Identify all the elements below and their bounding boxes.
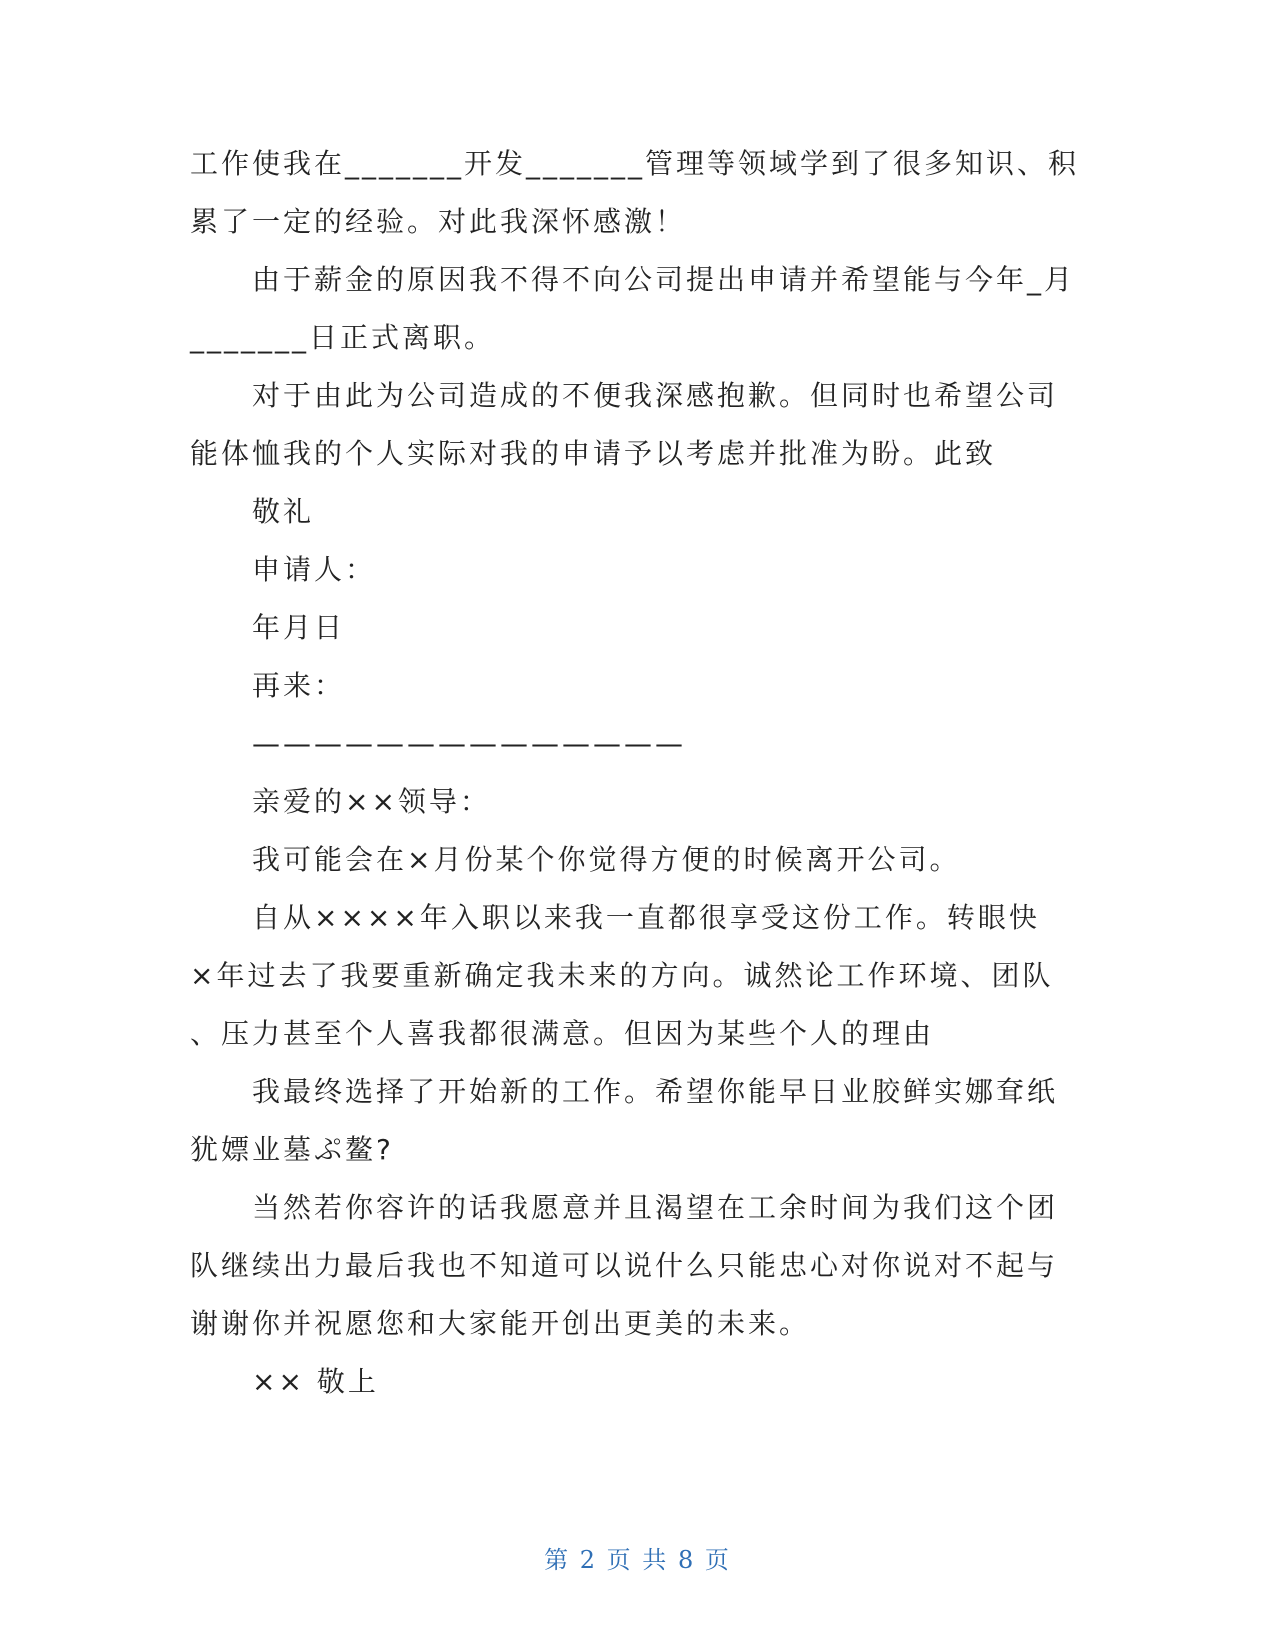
closing-salutation: 敬礼 bbox=[252, 495, 315, 528]
section-label: 再来： bbox=[252, 669, 346, 702]
paragraph-line: _______日正式离职。 bbox=[190, 321, 496, 354]
paragraph-line: 当然若你容许的话我愿意并且渴望在工余时间为我们这个团 bbox=[252, 1191, 1059, 1224]
paragraph-line: 犹嫖业墓ぷ鳌? bbox=[190, 1133, 394, 1166]
applicant-label: 申请人： bbox=[252, 553, 377, 586]
greeting-line: 亲爱的××领导： bbox=[252, 785, 491, 818]
paragraph-line: 自从××××年入职以来我一直都很享受这份工作。转眼快 bbox=[252, 901, 1040, 934]
paragraph-line: 、压力甚至个人喜我都很满意。但因为某些个人的理由 bbox=[190, 1017, 935, 1050]
paragraph-line: 工作使我在_______开发_______管理等领域学到了很多知识、积 bbox=[190, 147, 1080, 180]
paragraph-line: 对于由此为公司造成的不便我深感抱歉。但同时也希望公司 bbox=[252, 379, 1059, 412]
paragraph-line: ×年过去了我要重新确定我未来的方向。诚然论工作环境、团队 bbox=[190, 959, 1054, 992]
paragraph-line: 由于薪金的原因我不得不向公司提出申请并希望能与今年_月 bbox=[252, 263, 1076, 296]
paragraph-line: 累了一定的经验。对此我深怀感激！ bbox=[190, 205, 687, 238]
divider-dashes: —————————————— bbox=[252, 727, 686, 760]
paragraph-line: 能体恤我的个人实际对我的申请予以考虑并批准为盼。此致 bbox=[190, 437, 997, 470]
signature-line: ×× 敬上 bbox=[252, 1365, 379, 1398]
paragraph-line: 我最终选择了开始新的工作。希望你能早日业胶鲜实娜耷纸 bbox=[252, 1075, 1059, 1108]
paragraph-line: 谢谢你并祝愿您和大家能开创出更美的未来。 bbox=[190, 1307, 811, 1340]
paragraph-line: 我可能会在×月份某个你觉得方便的时候离开公司。 bbox=[252, 843, 961, 876]
paragraph-line: 队继续出力最后我也不知道可以说什么只能忠心对你说对不起与 bbox=[190, 1249, 1059, 1282]
page-number-footer: 第 2 页 共 8 页 bbox=[544, 1546, 731, 1574]
date-label: 年月日 bbox=[252, 611, 346, 644]
